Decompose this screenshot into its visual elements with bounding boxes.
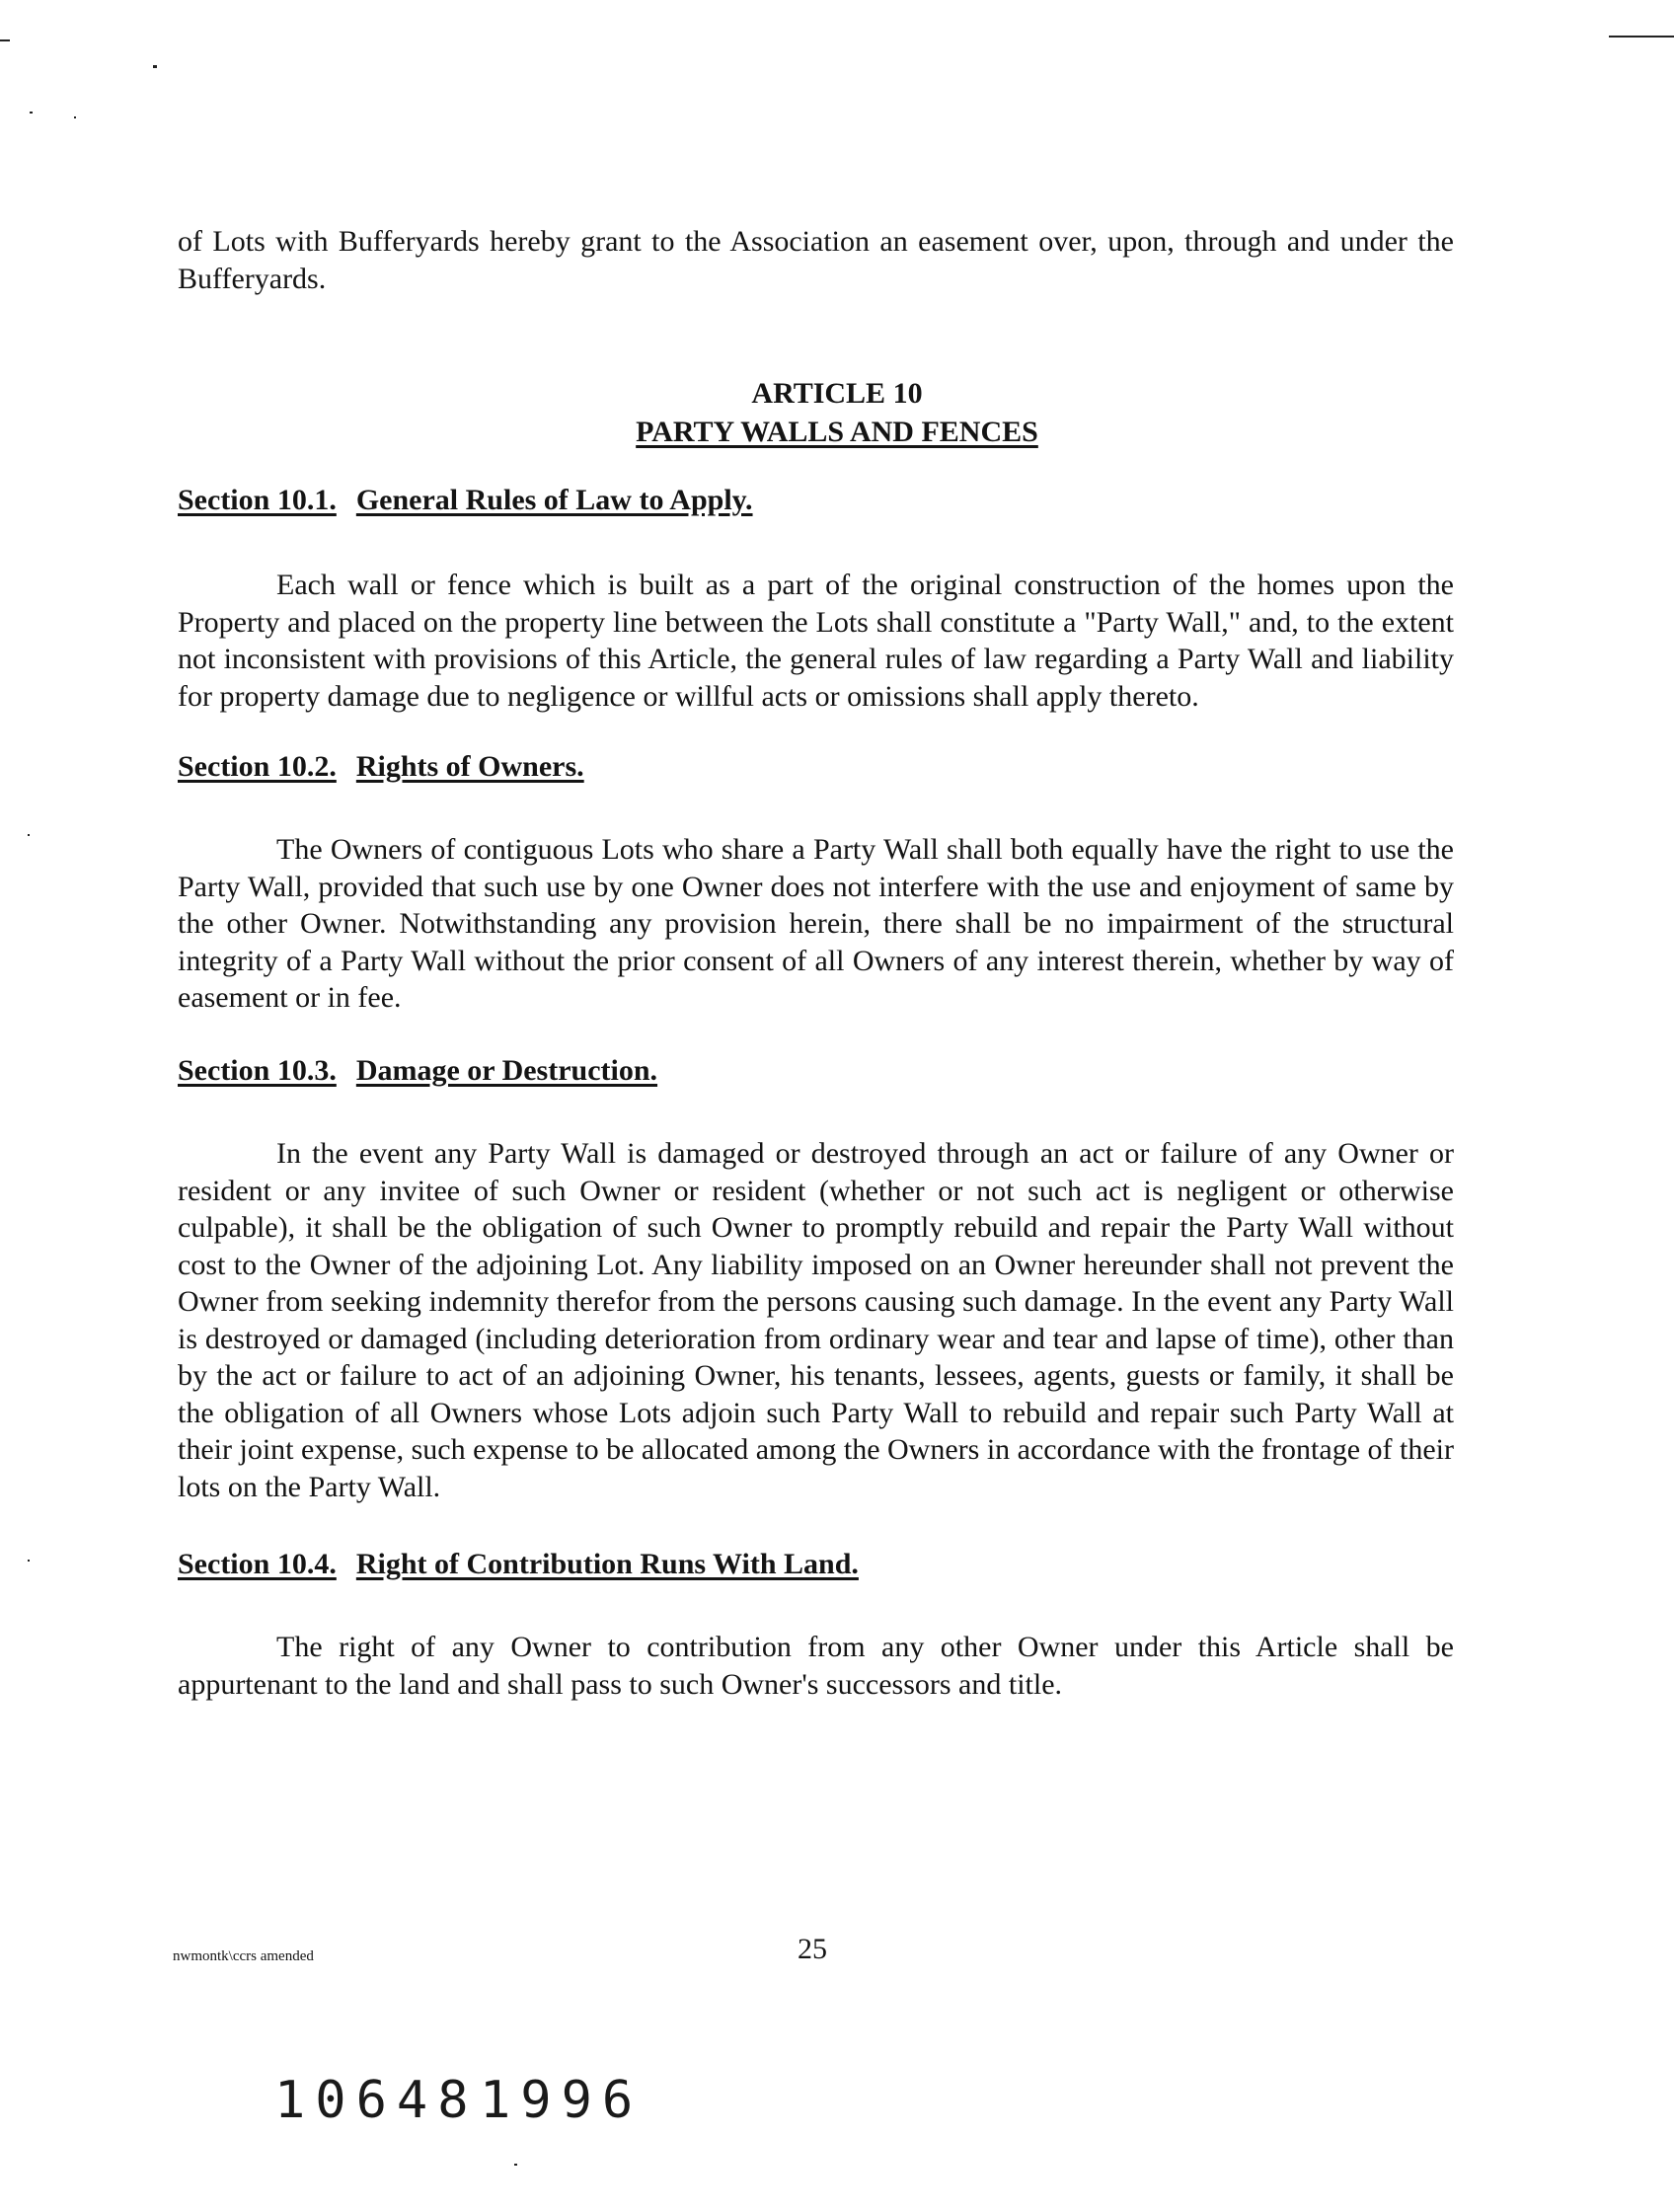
section-heading bbox=[178, 484, 753, 517]
article-number: ARTICLE 10 bbox=[751, 377, 923, 410]
section-heading bbox=[178, 750, 584, 784]
scan-mark bbox=[1609, 36, 1674, 38]
section-body: Each wall or fence which is built as a part of the original construction of the homes upon the Property and placed on the property line between the Lots shall constitute a "Party Wall," and, to the extent not inconsistent with provisions of this Article, the general rules of law regarding a Party Wall and liability for property damage due to negligence or willful acts or omissions shall apply thereto. bbox=[178, 569, 1454, 713]
article-title-text: PARTY WALLS AND FENCES bbox=[636, 416, 1038, 448]
scan-mark bbox=[28, 1560, 30, 1562]
continuation-paragraph: of Lots with Bufferyards hereby grant to the Association an easement over, upon, through and under the Bufferyards. bbox=[178, 225, 1454, 295]
scan-mark bbox=[514, 2164, 517, 2166]
recording-page-number: 1996 bbox=[480, 2071, 644, 2130]
scan-mark bbox=[28, 834, 30, 836]
section-body: In the event any Party Wall is damaged or destroyed through an act or failure of any Owner or resident or any invitee of such Owner or resident (whether or not such act is negligent or otherwise culpable), it shall be the obligation of such Owner to promptly rebuild and repair the Party Wall without cost to the Owner of the adjoining Lot. Any liability imposed on an Owner hereunder shall not prevent the Owner from seeking indemnity therefor from the persons causing such damage. In the event any Party Wall is destroyed or damaged (including deterioration from ordinary wear and tear and lapse of time), other than by the act or failure to act of an adjoining Owner, his tenants, lessees, agents, guests or family, it shall be the obligation of all Owners whose Lots adjoin such Party Wall to rebuild and repair such Party Wall at their joint expense, such expense to be allocated among the Owners in accordance with the frontage of their lots on the Party Wall. bbox=[178, 1137, 1454, 1503]
section-title: General Rules of Law to Apply. bbox=[355, 484, 753, 516]
section-number: Section 10.4. bbox=[178, 1548, 337, 1580]
section-title: Rights of Owners. bbox=[355, 750, 584, 783]
recording-book-number: 10648 bbox=[274, 2071, 479, 2130]
article-title bbox=[0, 416, 1674, 449]
section-number: Section 10.1. bbox=[178, 484, 337, 516]
scan-mark bbox=[153, 65, 157, 68]
section-title: Right of Contribution Runs With Land. bbox=[355, 1548, 859, 1580]
scan-mark bbox=[74, 116, 76, 118]
page-number: 25 bbox=[798, 1933, 827, 1965]
file-reference: nwmontk\ccrs amended bbox=[173, 1948, 314, 1964]
scan-mark bbox=[0, 39, 10, 41]
section-number: Section 10.3. bbox=[178, 1054, 337, 1087]
scan-mark bbox=[30, 112, 33, 114]
section-heading bbox=[178, 1548, 859, 1581]
section-heading bbox=[178, 1054, 657, 1088]
section-body: The Owners of contiguous Lots who share a Party Wall shall both equally have the right to use the Party Wall, provided that such use by one Owner does not interfere with the use and enjoyment of same by the other Owner. Notwithstanding any provision herein, there shall be no impairment of the structural integrity of a Party Wall without the prior consent of all Owners of any interest therein, whether by way of easement or in fee. bbox=[178, 833, 1454, 1014]
section-body: The right of any Owner to contribution from any other Owner under this Article shall be appurtenant to the land and shall pass to such Owner's successors and title. bbox=[178, 1631, 1454, 1701]
section-title: Damage or Destruction. bbox=[355, 1054, 658, 1087]
section-number: Section 10.2. bbox=[178, 750, 337, 783]
